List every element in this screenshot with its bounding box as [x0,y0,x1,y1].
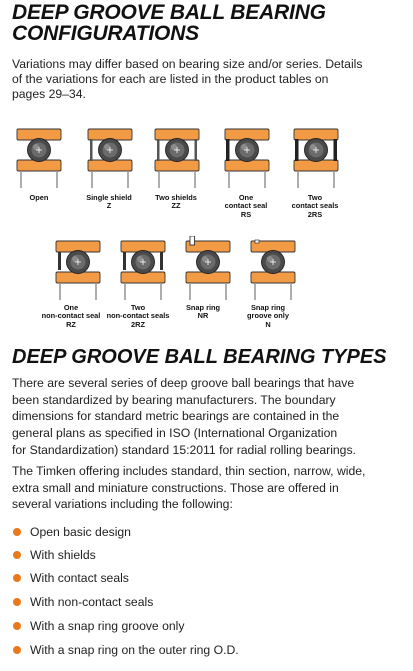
paragraph-line: for Standardization) standard 15:2011 for radial rolling bearings. [12,442,356,457]
bearing-two-contact-seals-figure [291,124,341,190]
title-line-2: CONFIGURATIONS [12,22,199,45]
section-title-types: DEEP GROOVE BALL BEARING TYPES [12,346,387,368]
paragraph-line: dimensions for standard metric bearings are contained in the [12,409,340,424]
intro-line: Variations may differ based on bearing size and/or series. Details [12,57,363,71]
caption-open: Open [29,193,49,202]
bullet-icon [13,598,21,606]
bearing-snap-ring-figure [183,236,233,302]
bullet-icon [13,646,21,654]
bullet-icon [13,622,21,630]
caption-snap-ring-groove: Snap ring groove only N [247,303,289,329]
page: DEEP GROOVE BALL BEARING CONFIGURATIONS Variations may differ based on bearing size and/or series. Details of the variations for each are listed in the product tables on pages 29–34. Open Single shield Z Two shields ZZ One contact seal RS Two contact seals 2RS One non-contact seal RZ Two non-contact seals 2RZ Snap ring NR Snap ring groove only N DEEP GROOVE BALL BEARING TYPES There are several series of deep groove ball bearings that have been standardized by bearing manufacturers. The boundary dimensions for standard metric bearings are contained in the general plans as specified in ISO (International Organization for Standardization) standard 15:2011 for radial rolling bearings. The Timken offering includes standard, thin section, narrow, wide, extra small and miniature constructions. Those are offered in several variations including the following: Open basic design With shields With contact seals With non-contact seals With a snap ring groove only With a snap ring on the outer ring O.D. [0,0,413,671]
bearing-one-contact-seal-figure [222,124,272,190]
caption-two-non-contact-seals: Two non-contact seals 2RZ [106,303,170,329]
caption-one-contact-seal: One contact seal RS [224,193,268,219]
bearing-single-shield-figure [85,124,135,190]
caption-two-shields: Two shields ZZ [155,193,197,211]
paragraph-line: The Timken offering includes standard, thin section, narrow, wide, [12,464,366,478]
intro-line: of the variations for each are listed in the product tables on [12,72,329,87]
paragraph-line: several variations including the following: [12,497,233,512]
bearing-snap-ring-groove-figure [248,236,298,302]
section-title-configurations [12,2,407,44]
paragraph-line: been standardized by bearing manufacturers. The boundary [12,392,336,407]
bearing-one-non-contact-seal-figure [53,236,103,302]
caption-one-non-contact-seal: One non-contact seal RZ [41,303,101,329]
title-line-1: DEEP GROOVE BALL BEARING [12,1,326,24]
bearing-open-figure [14,124,64,190]
intro-line: pages 29–34. [12,87,86,102]
caption-two-contact-seals: Two contact seals 2RS [291,193,339,219]
bullet-icon [13,551,21,559]
types-paragraph-2 [12,463,407,513]
bearing-two-shields-figure [152,124,202,190]
caption-single-shield: Single shield Z [86,193,132,211]
caption-snap-ring: Snap ring NR [185,303,221,321]
intro-paragraph [12,57,407,103]
types-paragraph-1 [12,375,407,459]
bullet-icon [13,528,21,536]
paragraph-line: general plans as specified in ISO (International Organization [12,426,338,441]
bullet-icon [13,574,21,582]
paragraph-line: extra small and miniature constructions. Those are offered in [12,480,339,495]
paragraph-line: There are several series of deep groove ball bearings that have [12,376,355,390]
bearing-two-non-contact-seals-figure [118,236,168,302]
